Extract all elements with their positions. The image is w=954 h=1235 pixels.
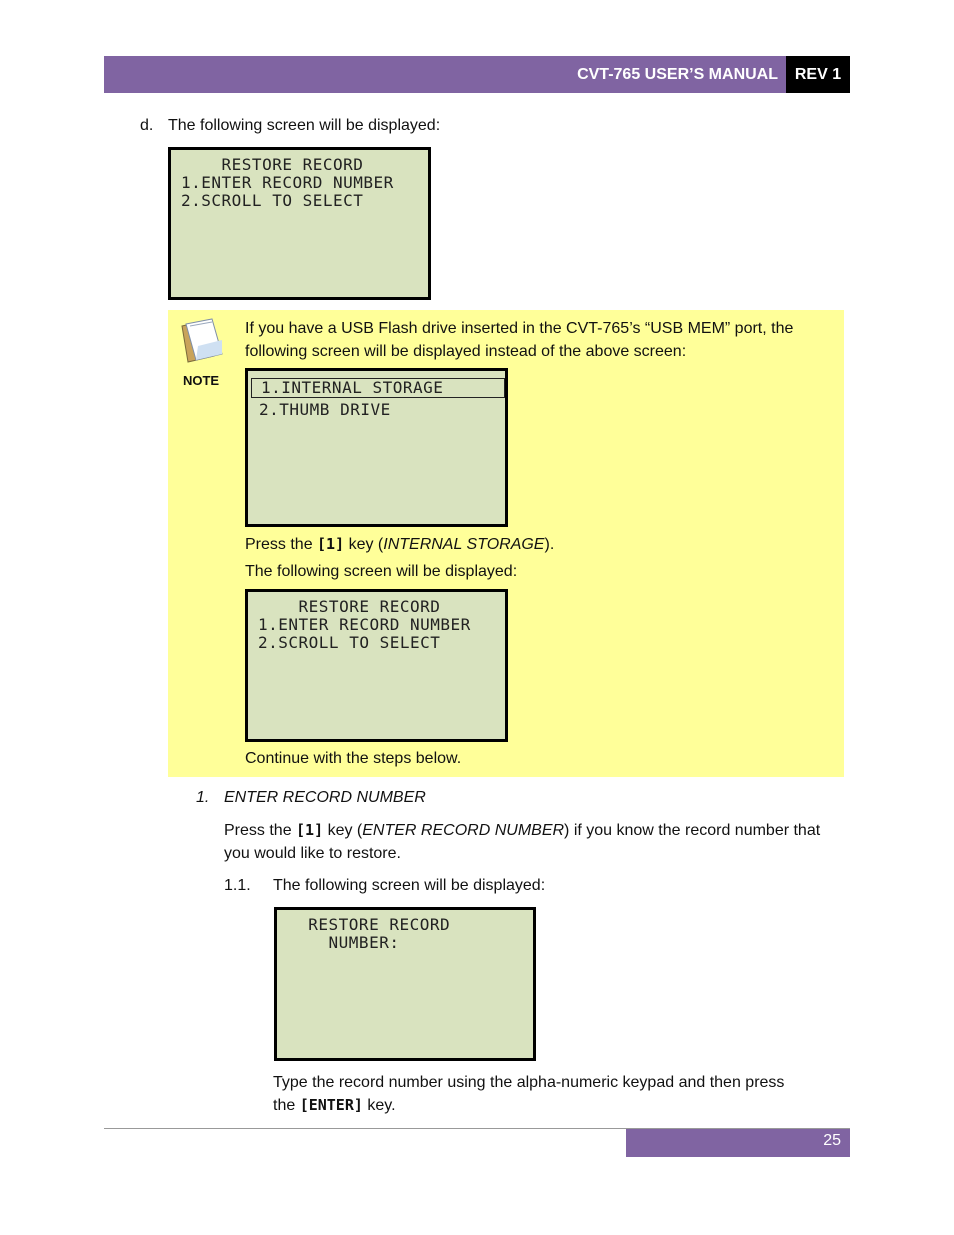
type-text-line2 [273, 1094, 396, 1117]
step-d-label: d. [140, 117, 154, 134]
note-continue-text: Continue with the steps below. [245, 750, 462, 767]
lcd-line: 2.SCROLL TO SELECT [258, 633, 441, 652]
text-fragment: key ( [323, 822, 363, 839]
text-fragment: Press the [224, 822, 297, 839]
lcd-line: 1.ENTER RECORD NUMBER [258, 615, 471, 634]
key-1: [1] [296, 821, 324, 839]
lcd-line: NUMBER: [288, 933, 400, 952]
lcd-screen-record-number [274, 907, 536, 1061]
lcd-line: RESTORE RECORD [181, 155, 364, 174]
note-press-key-text [245, 533, 554, 556]
lcd-line: 2.THUMB DRIVE [259, 400, 391, 419]
item-1-1-number: 1.1. [224, 877, 251, 894]
item-1-number: 1. [196, 789, 210, 806]
text-fragment: ). [544, 536, 555, 553]
lcd-screen-restore-record [245, 589, 508, 742]
text-fragment-italic: INTERNAL STORAGE [383, 536, 545, 553]
item-1-press-line2: you would like to restore. [224, 845, 401, 862]
key-1: [1] [317, 535, 345, 553]
text-fragment: key ( [344, 536, 384, 553]
note-following-text: The following screen will be displayed: [245, 563, 518, 580]
step-d-text: The following screen will be displayed: [168, 117, 441, 134]
lcd-line: 1.ENTER RECORD NUMBER [181, 173, 394, 192]
lcd-screen-storage-select [245, 368, 508, 527]
text-fragment-italic: ENTER RECORD NUMBER [362, 822, 565, 839]
item-1-title: ENTER RECORD NUMBER [224, 789, 426, 806]
revision-badge: REV 1 [786, 56, 850, 93]
text-fragment: ) if you know the record number that [564, 822, 821, 839]
lcd-line: RESTORE RECORD [288, 915, 451, 934]
lcd-line-selected: 1.INTERNAL STORAGE [251, 378, 505, 398]
lcd-line: RESTORE RECORD [258, 597, 441, 616]
text-fragment: key. [362, 1097, 396, 1114]
text-fragment: Press the [245, 536, 318, 553]
lcd-line: 2.SCROLL TO SELECT [181, 191, 364, 210]
note-intro-line1: If you have a USB Flash drive inserted in the CVT-765’s “USB MEM” port, the [245, 320, 794, 337]
key-enter: [ENTER] [299, 1096, 363, 1114]
lcd-screen-restore-record [168, 147, 431, 300]
manual-title: CVT-765 USER’S MANUAL [577, 66, 778, 83]
text-fragment: the [273, 1097, 300, 1114]
notepad-icon [178, 318, 228, 364]
page-number: 25 [626, 1129, 850, 1157]
item-1-1-text: The following screen will be displayed: [273, 877, 546, 894]
type-text-line1: Type the record number using the alpha-numeric keypad and then press [273, 1074, 785, 1091]
note-intro-line2: following screen will be displayed instead of the above screen: [245, 343, 687, 360]
note-label: NOTE [182, 373, 220, 388]
item-1-press-text [224, 819, 820, 842]
